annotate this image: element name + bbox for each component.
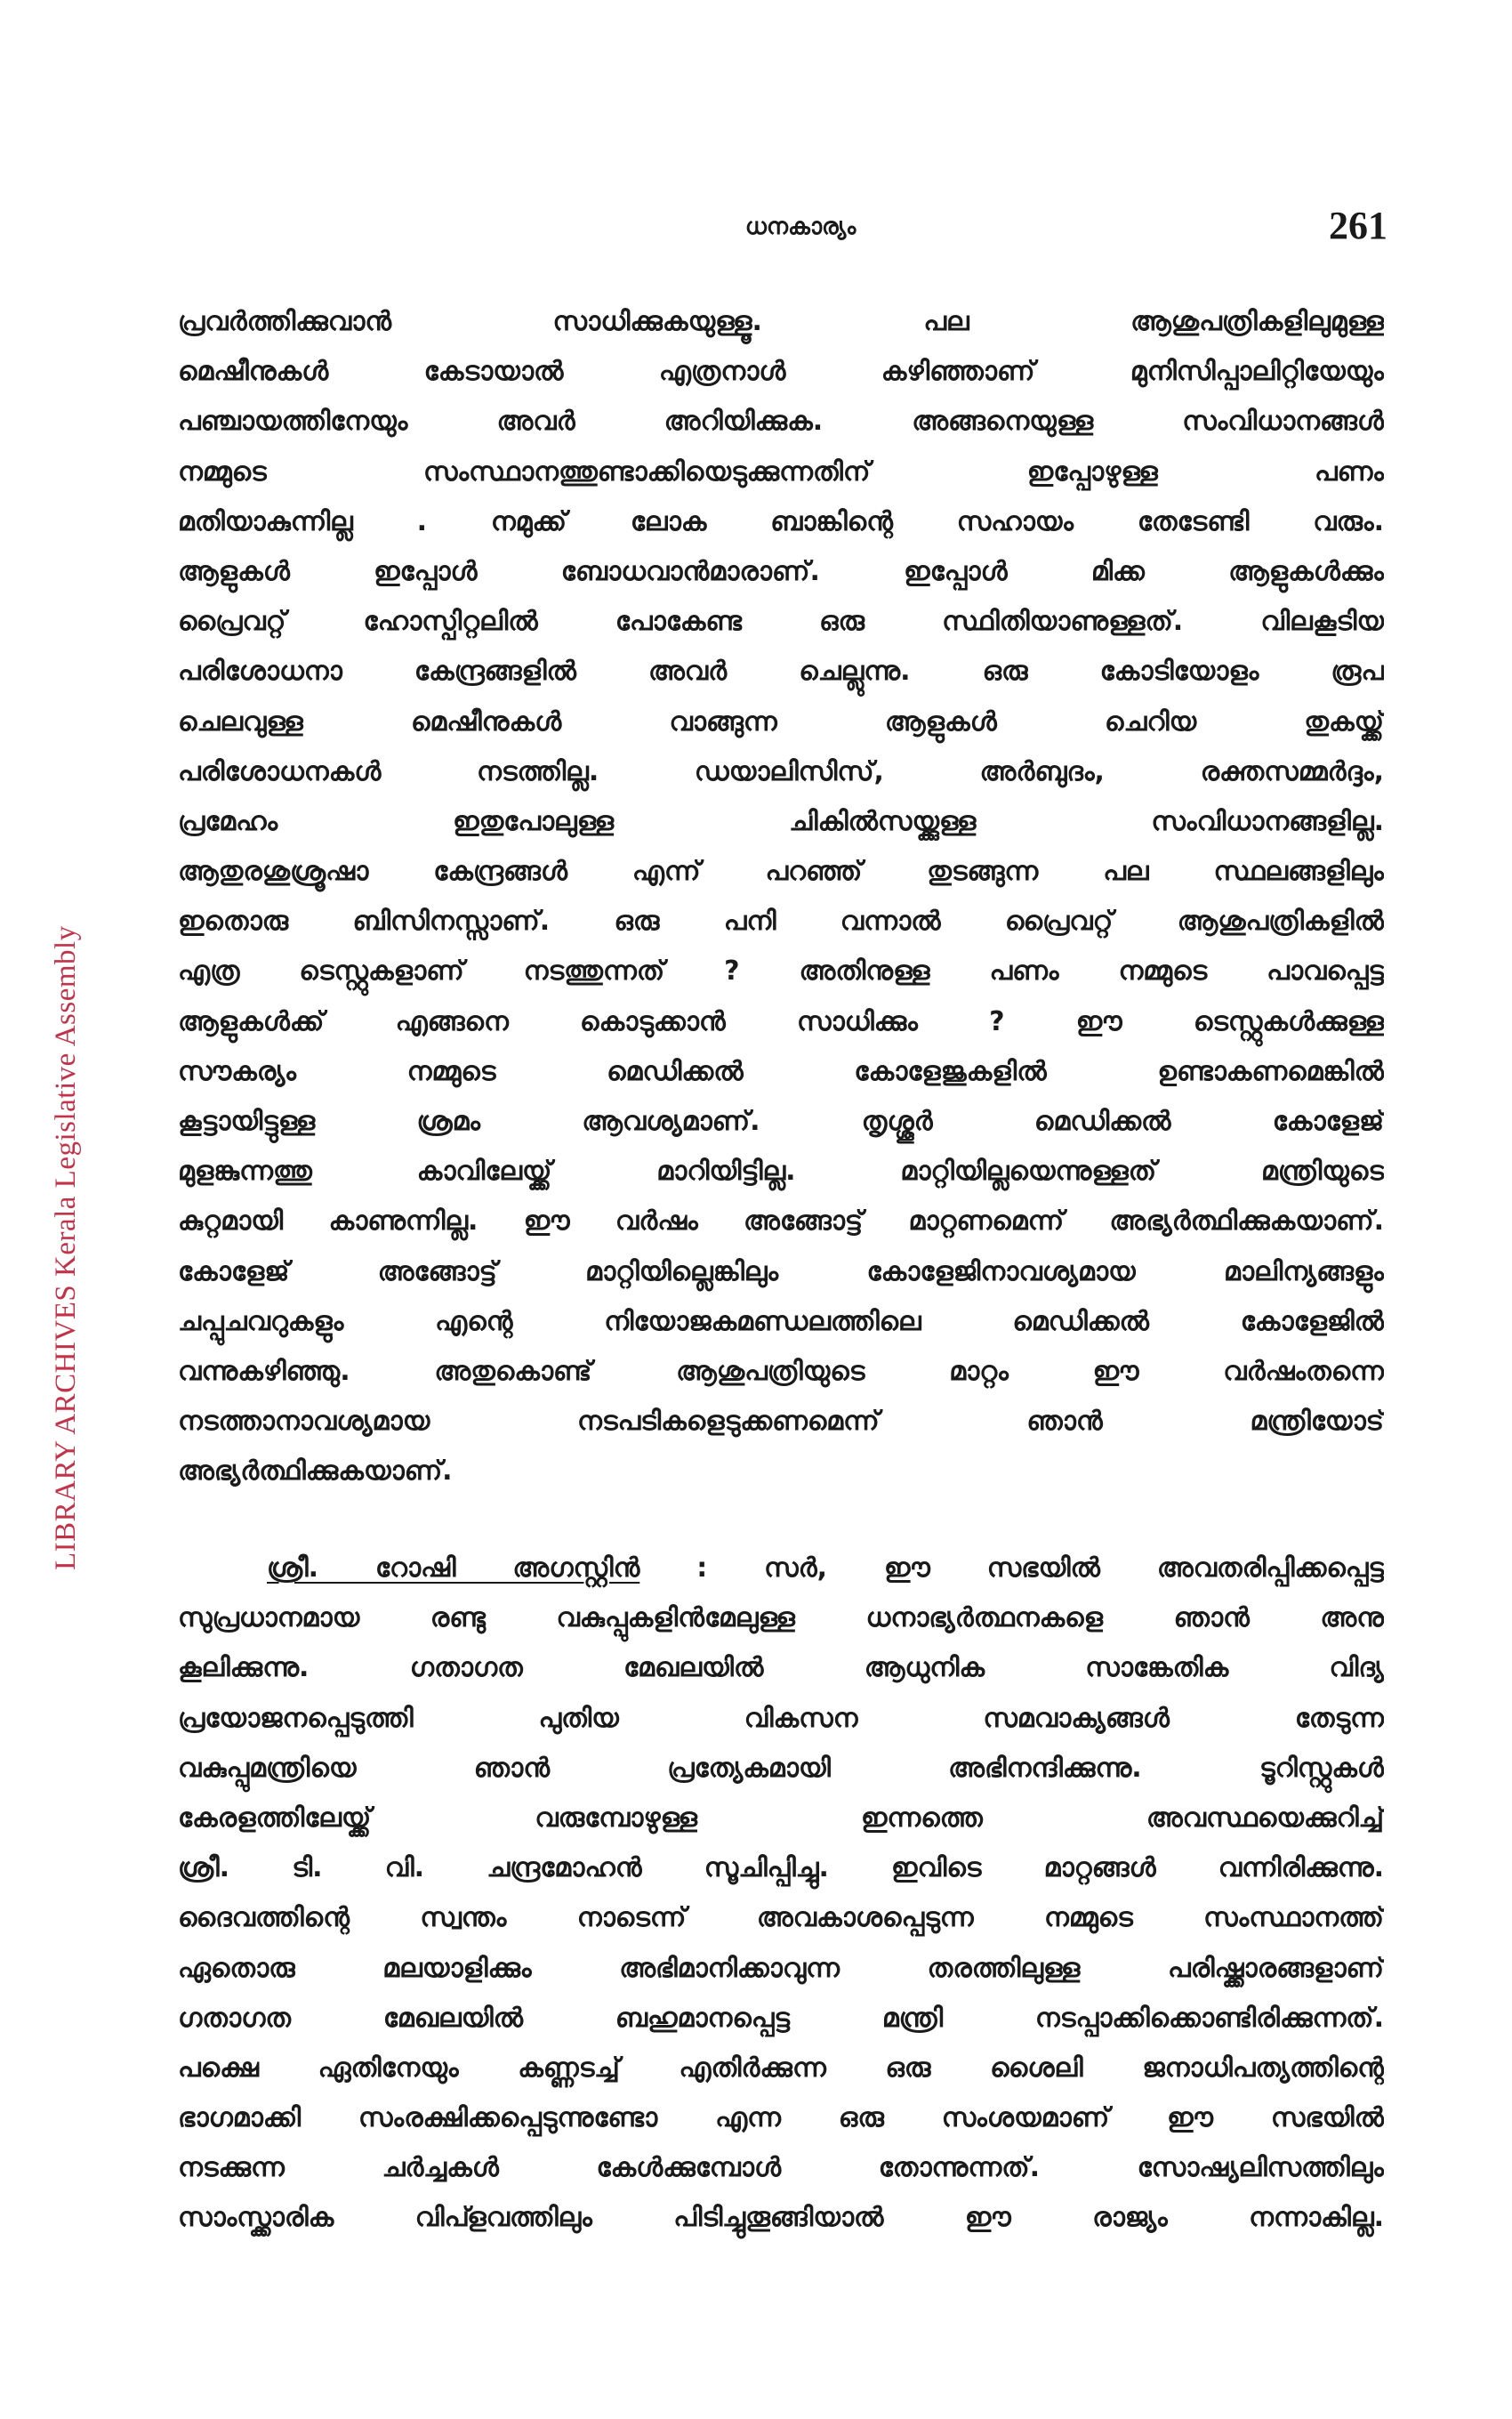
text-line: മുളങ്കുന്നത്തു കാവിലേയ്ക്ക് മാറിയിട്ടില്ല. മാറ്റിയില്ലയെന്നുള്ളത് മന്ത്രിയുടെ <box>178 1156 1384 1188</box>
text-line: പരിശോധനകൾ നടത്തില്ല. ഡയാലിസിസ്, അർബുദം, രക്തസമ്മർദ്ദം, <box>178 755 1384 787</box>
speaker-line <box>178 1544 1384 1593</box>
text-line: പക്ഷെ ഏതിനേയും കണ്ണടച്ച് എതിർക്കുന്ന ഒരു ശൈലി ജനാധിപത്യത്തിന്റെ <box>178 2052 1384 2084</box>
text-line: ചപ്പുചവറുകളും എന്റെ നിയോജകമണ്ഡലത്തിലെ മെഡിക്കൽ കോളേജിൽ <box>178 1305 1384 1337</box>
text-line: കോളേജ് അങ്ങോട്ട് മാറ്റിയില്ലെങ്കിലും കോളേജിനാവശ്യമായ മാലിന്യങ്ങളും <box>178 1255 1384 1287</box>
text-line: പ്രയോജനപ്പെടുത്തി പുതിയ വികസന സമവാക്യങ്ങൾ തേടുന്ന <box>178 1702 1384 1734</box>
text-line: ഭാഗമാക്കി സംരക്ഷിക്കപ്പെടുന്നുണ്ടോ എന്ന ഒരു സംശയമാണ് ഈ സഭയിൽ <box>178 2102 1384 2134</box>
text-line: സുപ്രധാനമായ രണ്ടു വകുപ്പുകളിൻമേലുള്ള ധനാഭ്യർത്ഥനകളെ ഞാൻ അനു <box>178 1602 1384 1634</box>
text-line: സൗകര്യം നമ്മുടെ മെഡിക്കൽ കോളേജുകളിൽ ഉണ്ടാകണമെങ്കിൽ <box>178 1055 1384 1087</box>
text-line: സാംസ്ക്കാരിക വിപ്ളവത്തിലും പിടിച്ചുതൂങ്ങിയാൽ ഈ രാജ്യം നന്നാകില്ല. <box>178 2202 1384 2234</box>
speaker-line-rest: : സർ, ഈ സഭയിൽ അവതരിപ്പിക്കപ്പെട്ട <box>696 1552 1384 1584</box>
text-line: നടക്കുന്ന ചർച്ചകൾ കേൾക്കുമ്പോൾ തോന്നുന്നത്. സോഷ്യലിസത്തിലും <box>178 2152 1384 2184</box>
text-line: കേരളത്തിലേയ്ക്ക് വരുമ്പോഴുള്ള ഇന്നത്തെ അവസ്ഥയെക്കുറിച്ച് <box>178 1802 1384 1834</box>
text-line: നടത്താനാവശ്യമായ നടപടികളെടുക്കണമെന്ന് ഞാൻ മന്ത്രിയോട് <box>178 1406 1384 1438</box>
paragraph-health-services <box>178 297 1384 1497</box>
text-line: പരിശോധനാ കേന്ദ്രങ്ങളിൽ അവർ ചെല്ലുന്നു. ഒരു കോടിയോളം രൂപ <box>178 656 1384 688</box>
text-line: പഞ്ചായത്തിനേയും അവർ അറിയിക്കുക. അങ്ങനെയുള്ള സംവിധാനങ്ങൾ <box>178 406 1384 438</box>
text-line: പ്രൈവറ്റ് ഹോസ്പിറ്റലിൽ പോകേണ്ട ഒരു സ്ഥിതിയാണുള്ളത്. വിലകൂടിയ <box>178 606 1384 638</box>
text-line: ചെലവുള്ള മെഷീനുകൾ വാങ്ങുന്ന ആളുകൾ ചെറിയ തുകയ്ക്ക് <box>178 706 1384 738</box>
text-line: ഇതൊരു ബിസിനസ്സാണ്. ഒരു പനി വന്നാൽ പ്രൈവറ്റ് ആശുപത്രികളിൽ <box>178 906 1384 938</box>
text-line: ആതുരശുശ്രൂഷാ കേന്ദ്രങ്ങൾ എന്ന് പറഞ്ഞ് തുടങ്ങുന്ന പല സ്ഥലങ്ങളിലും <box>178 856 1384 888</box>
text-line: കൂട്ടായിട്ടുള്ള ശ്രമം ആവശ്യമാണ്. തൃശ്ശൂർ മെഡിക്കൽ കോളേജ് <box>178 1106 1384 1137</box>
text-line: ശ്രീ. ടി. വി. ചന്ദ്രമോഹൻ സൂചിപ്പിച്ചു. ഇവിടെ മാറ്റങ്ങൾ വന്നിരിക്കുന്നു. <box>178 1852 1384 1884</box>
text-line: കുറ്റമായി കാണുന്നില്ല. ഈ വർഷം അങ്ങോട്ട് മാറ്റണമെന്ന് അഭ്യർത്ഥിക്കുകയാണ്. <box>178 1205 1384 1238</box>
text-line: ആളുകൾ ഇപ്പോൾ ബോധവാൻമാരാണ്. ഇപ്പോൾ മിക്ക ആളുകൾക്കും <box>178 555 1384 587</box>
text-line: കൂലിക്കുന്നു. ഗതാഗത മേഖലയിൽ ആധുനിക സാങ്കേതിക വിദ്യ <box>178 1652 1384 1684</box>
text-line: മെഷീനുകൾ കേടായാൽ എത്രനാൾ കഴിഞ്ഞാണ് മുനിസിപ്പാലിറ്റിയേയും <box>178 356 1384 388</box>
text-line: ആളുകൾക്ക് എങ്ങനെ കൊടുക്കാൻ സാധിക്കും ? ഈ ടെസ്റ്റുകൾക്കുള്ള <box>178 1005 1384 1037</box>
text-line: പ്രമേഹം ഇതുപോലുള്ള ചികിൽസയ്ക്കുള്ള സംവിധാനങ്ങളില്ല. <box>178 805 1384 837</box>
archive-watermark: LIBRARY ARCHIVES Kerala Legislative Assembly <box>50 925 82 1570</box>
text-line: വന്നുകഴിഞ്ഞു. അതുകൊണ്ട് ആശുപത്രിയുടെ മാറ്റം ഈ വർഷംതന്നെ <box>178 1355 1384 1387</box>
text-line: അഭ്യർത്ഥിക്കുകയാണ്. <box>178 1455 453 1488</box>
page-number: 261 <box>1329 204 1387 247</box>
running-head: ധനകാര്യം <box>744 214 857 240</box>
text-line: നമ്മുടെ സംസ്ഥാനത്തുണ്ടാക്കിയെടുക്കുന്നതിന് ഇപ്പോഴുള്ള പണം <box>178 456 1384 488</box>
text-line: ദൈവത്തിന്റെ സ്വന്തം നാടെന്ന് അവകാശപ്പെടുന്ന നമ്മുടെ സംസ്ഥാനത്ത് <box>178 1902 1384 1934</box>
paragraph-speech-roshy-augustine <box>178 1544 1384 2244</box>
text-line: എത്ര ടെസ്റ്റുകളാണ് നടത്തുന്നത് ? അതിനുള്ള പണം നമ്മുടെ പാവപ്പെട്ട <box>178 956 1384 988</box>
text-line: വകുപ്പുമന്ത്രിയെ ഞാൻ പ്രത്യേകമായി അഭിനന്ദിക്കുന്നു. ടൂറിസ്റ്റുകൾ <box>178 1752 1384 1784</box>
text-line: ഏതൊരു മലയാളിക്കും അഭിമാനിക്കാവുന്ന തരത്തിലുള്ള പരിഷ്ക്കാരങ്ങളാണ് <box>178 1952 1384 1984</box>
speaker-name: ശ്രീ. റോഷി അഗസ്റ്റിൻ <box>267 1552 640 1584</box>
text-line: ഗതാഗത മേഖലയിൽ ബഹുമാനപ്പെട്ട മന്ത്രി നടപ്പാക്കിക്കൊണ്ടിരിക്കുന്നത്. <box>178 2002 1384 2034</box>
text-line: മതിയാകുന്നില്ല . നമുക്ക് ലോക ബാങ്കിന്റെ സഹായം തേടേണ്ടി വരും. <box>178 505 1384 537</box>
text-line: പ്രവർത്തിക്കുവാൻ സാധിക്കുകയുള്ളൂ. പല ആശുപത്രികളിലുമുള്ള <box>178 306 1384 337</box>
